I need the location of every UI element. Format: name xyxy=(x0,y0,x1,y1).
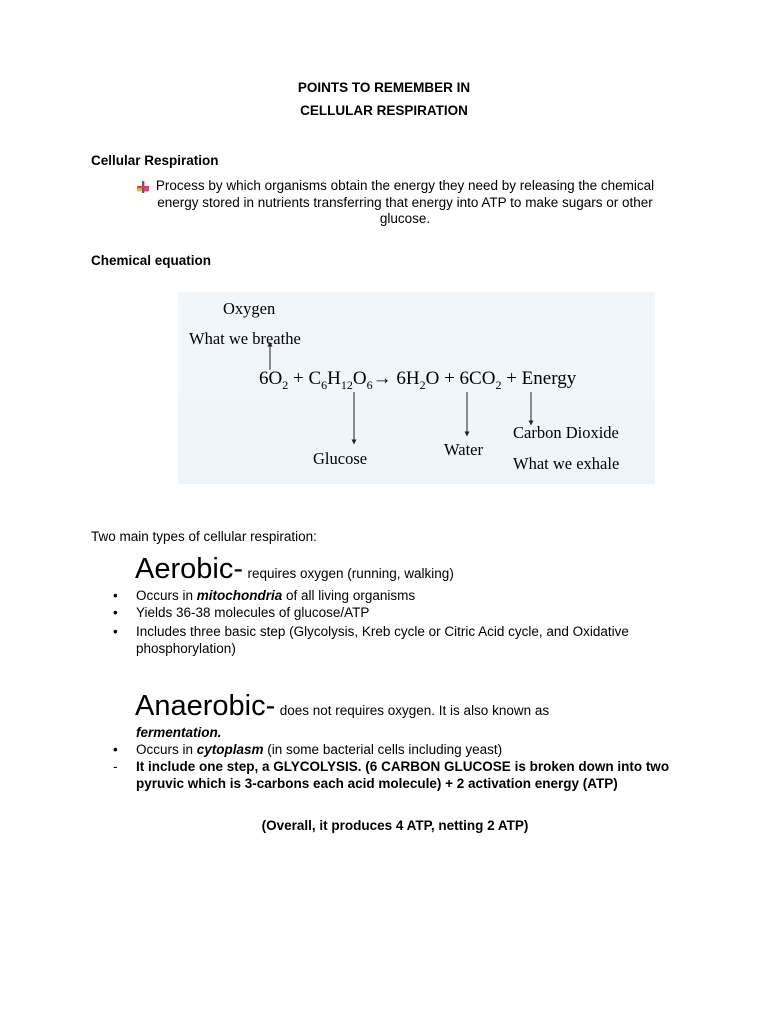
glucose-label: Glucose xyxy=(313,449,368,468)
carbon-dioxide-label: Carbon Dioxide xyxy=(513,423,619,442)
eq-water: $6H_2O$ xyxy=(396,368,440,392)
water-label: Water xyxy=(444,440,483,459)
equation-figure xyxy=(178,292,655,484)
bullet: • xyxy=(113,605,118,620)
aerobic-heading xyxy=(135,552,454,586)
bullet: • xyxy=(113,624,118,639)
eq-plus: + xyxy=(506,368,517,389)
exhale-label: What we exhale xyxy=(513,454,620,473)
reaction-arrow-icon: → xyxy=(372,368,392,389)
bullet: • xyxy=(113,742,118,757)
oxygen-label: Oxygen xyxy=(223,299,276,318)
eq-carbon-dioxide: $6CO_2$ xyxy=(459,368,502,392)
types-intro: Two main types of cellular respiration: xyxy=(91,529,317,544)
section-heading-chemical-equation: Chemical equation xyxy=(91,253,212,268)
section-heading-cellular-respiration: Cellular Respiration xyxy=(91,153,219,168)
anaerobic-title: Anaerobic- xyxy=(135,690,276,722)
aerobic-subtitle: requires oxygen (running, walking) xyxy=(247,566,454,581)
mitochondria-term: mitochondria xyxy=(196,588,283,603)
cytoplasm-term: cytoplasm xyxy=(196,742,264,757)
dash: - xyxy=(113,759,118,774)
eq-glucose: $C_6H_{12}O_6$ xyxy=(308,368,373,392)
eq-plus: + xyxy=(444,368,455,389)
page-title-line-1: POINTS TO REMEMBER IN xyxy=(297,80,471,95)
bullet: • xyxy=(113,588,118,603)
fermentation-term: fermentation. xyxy=(136,725,222,740)
breathe-label: What we breathe xyxy=(189,329,301,348)
eq-oxygen: $6O_2$ xyxy=(259,368,289,392)
page-title-line-2: CELLULAR RESPIRATION xyxy=(300,103,468,118)
cellular-respiration-definition: Process by which organisms obtain the energy they need by releasing the chemical energy stored in nutrients transferring that energy into ATP to make sugars or other glucose. xyxy=(155,178,655,226)
eq-plus: + xyxy=(292,368,304,389)
anaerobic-subtitle: does not requires oxygen. It is also known as xyxy=(279,703,550,718)
anaerobic-heading xyxy=(135,689,549,723)
aerobic-title: Aerobic- xyxy=(135,553,243,585)
eq-energy: Energy xyxy=(521,368,577,389)
overall-atp-note: (Overall, it produces 4 ATP, netting 2 ATP) xyxy=(261,818,529,833)
